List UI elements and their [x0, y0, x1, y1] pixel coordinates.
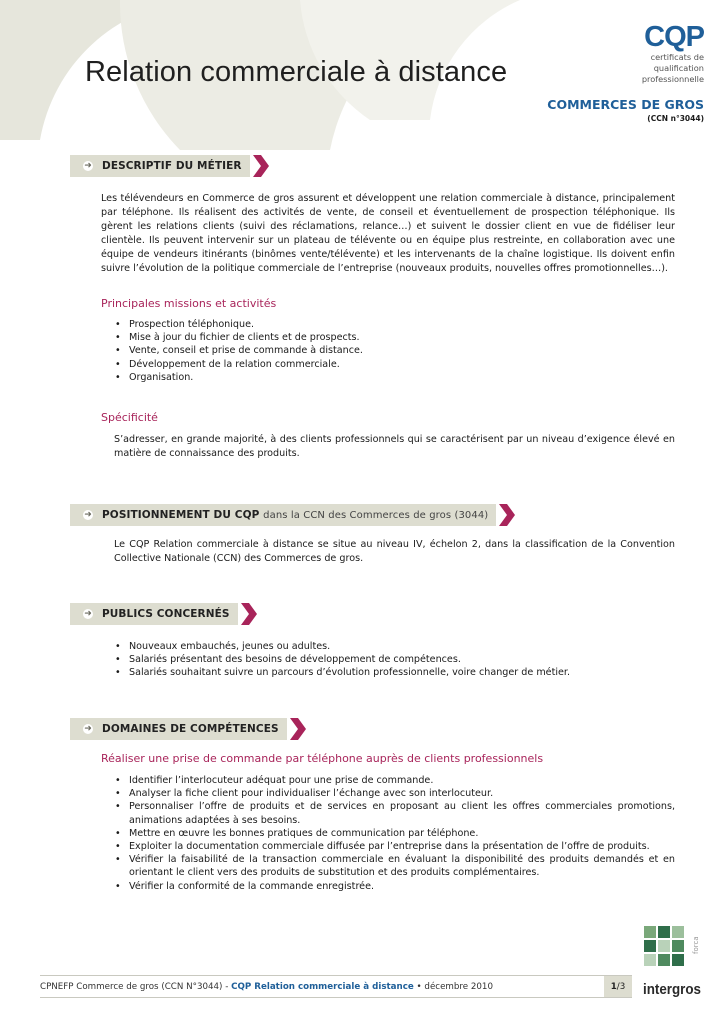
domaines-subtitle: Réaliser une prise de commande par téléphone auprès de clients professionnels	[101, 752, 544, 765]
arrow-right-icon: ➜	[84, 724, 92, 734]
section-heading-label: PUBLICS CONCERNÉS	[102, 608, 230, 620]
list-item: • Analyser la fiche client pour individualiser l’échange avec son interlocuteur.	[129, 787, 675, 800]
list-item: • Exploiter la documentation commerciale diffusée par l’entreprise dans la présentation de l’offre de produits.	[129, 840, 675, 853]
positionnement-text: Le CQP Relation commerciale à distance se situe au niveau IV, échelon 2, dans la classification de la Convention Collective Nationale (CCN) des Commerces de gros.	[114, 539, 675, 564]
list-item: • Salariés présentant des besoins de développement de compétences.	[129, 653, 675, 666]
page-number: 1 /3	[604, 976, 632, 997]
list-item: • Vérifier la faisabilité de la transaction commerciale en évaluant la disponibilité des produits demandés et en orientant le client vers des produits de substitution et des produits complémentaires.	[129, 853, 675, 879]
section-heading-publics	[70, 603, 259, 625]
section-heading-descriptif	[70, 155, 271, 177]
section-heading-label: DOMAINES DE COMPÉTENCES	[102, 723, 279, 735]
missions-title: Principales missions et activités	[101, 297, 277, 310]
chevron-right-icon	[497, 504, 517, 526]
svg-text:intergros: intergros	[643, 981, 701, 998]
sector-name: COMMERCES DE GROS	[547, 97, 704, 112]
section-heading-suffix: dans la CCN des Commerces de gros (3044)	[263, 510, 489, 521]
list-item: • Personnaliser l’offre de produits et de services en proposant au client les offres commerciales promotions, animations adaptées à ses besoins.	[129, 800, 675, 826]
list-item: • Mettre en œuvre les bonnes pratiques de communication par téléphone.	[129, 827, 675, 840]
list-item: • Identifier l’interlocuteur adéquat pour une prise de commande.	[129, 774, 675, 787]
footer-text: CPNEFP Commerce de gros (CCN N°3044) - CQP Relation commerciale à distance • décembre 2010	[40, 981, 493, 992]
arrow-right-icon: ➜	[84, 161, 92, 171]
list-item: • Développement de la relation commerciale.	[129, 358, 675, 371]
brand-block	[642, 22, 704, 85]
svg-text:forca: forca	[692, 936, 700, 954]
list-item: • Mise à jour du fichier de clients et de prospects.	[129, 331, 675, 344]
section-heading-label: DESCRIPTIF DU MÉTIER	[102, 160, 242, 172]
chevron-right-icon	[239, 603, 259, 625]
specificite-text: S’adresser, en grande majorité, à des clients professionnels qui se caractérisent par un niveau d’exigence élevé en matière de connaissance des produits.	[114, 434, 675, 459]
list-item: • Vérifier la conformité de la commande enregistrée.	[129, 880, 675, 893]
brand-sub-2: qualification	[653, 63, 704, 73]
intergros-logo	[642, 924, 704, 1000]
chevron-right-icon	[288, 718, 308, 740]
brand-sub-1: certificats de	[650, 52, 704, 62]
list-item: • Salariés souhaitant suivre un parcours d’évolution professionnelle, voire changer de métier.	[129, 666, 675, 679]
footer-highlight: CQP Relation commerciale à distance	[231, 981, 414, 992]
section-heading-domaines	[70, 718, 308, 740]
arrow-right-icon: ➜	[84, 609, 92, 619]
arrow-right-icon: ➜	[84, 510, 92, 520]
cqp-logo: CQP	[644, 21, 704, 53]
chevron-right-icon	[251, 155, 271, 177]
sector-code: (CCN n°3044)	[647, 114, 704, 123]
list-item: • Nouveaux embauchés, jeunes ou adultes.	[129, 640, 675, 653]
list-item: • Prospection téléphonique.	[129, 318, 675, 331]
missions-list	[101, 318, 675, 384]
section-heading-label: POSITIONNEMENT DU CQP dans la CCN des Commerces de gros (3044)	[102, 509, 489, 521]
brand-sub-3: professionnelle	[641, 74, 704, 84]
sector-block	[547, 97, 704, 123]
page-footer	[40, 975, 632, 998]
section-heading-positionnement	[70, 504, 517, 526]
domaines-list	[101, 774, 675, 893]
descriptif-paragraph: Les télévendeurs en Commerce de gros assurent et développent une relation commerciale à distance, principalement par téléphone. Ils réalisent des activités de vente, de conseil et éventuellement de prospection téléphonique. Ils gèrent les relations clients (suivi des réclamations, relance…) et suivent le dossier client en vue de fidéliser leur clientèle. Ils peuvent intervenir sur un plateau de télévente ou en équipe plus restreinte, en collaboration avec une équipe de vendeurs itinérants (binômes vente/télévente) et les intervenants de la chaîne logistique. Ils doivent enfin suivre l’évolution de la politique commerciale de l’entreprise (nouveaux produits, nouvelles offres promotionnelles…).	[101, 193, 675, 274]
list-item: • Organisation.	[129, 371, 675, 384]
publics-list	[101, 640, 675, 680]
list-item: • Vente, conseil et prise de commande à distance.	[129, 344, 675, 357]
specificite-title: Spécificité	[101, 411, 158, 424]
page-title: Relation commerciale à distance	[85, 56, 508, 88]
